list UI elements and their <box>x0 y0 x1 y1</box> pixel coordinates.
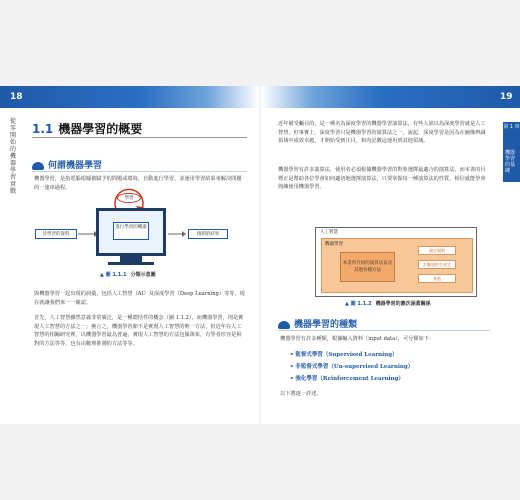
subsection-rule-right <box>278 330 490 331</box>
types-intro: 機器學習有許多種類，根據輸入資料（input data），可分類如下： <box>280 336 435 342</box>
figure-number-1-1-1: ▲ 圖 1.1.1 <box>100 272 127 278</box>
learn-bubble: 學習 <box>117 193 141 203</box>
left-page-number: 18 <box>10 92 23 102</box>
type-unsupervised: • 非監督式學習（Un-supervised Learning） <box>290 364 414 370</box>
side-item-3: 其他 <box>418 274 456 283</box>
subsection-title-left: 何謂機器學習 <box>48 161 103 171</box>
type-reinforcement: • 強化學習（Reinforcement Learning） <box>290 376 404 382</box>
bird-icon <box>278 321 290 329</box>
figure-text-1-1-1: 分類示意圖 <box>130 272 156 278</box>
figure-number-1-1-2: ▲ 圖 1.1.2 <box>345 301 372 307</box>
input-data-box: 待學習的資料 <box>35 229 77 239</box>
chapter-tab-label: 第 1 章 <box>503 124 520 130</box>
right-paragraph-2: 機器學習有許多演算法，使用者必須根據機器學習的對象選擇最適合的演算法，而本書的目標正是幫助各位學會如何適切地選擇演算法，只要掌握每一種演算法的性質，相信就能學會熟練使用機器學習。 <box>278 167 486 190</box>
right-outro: 以下將逐一詳述。 <box>280 391 322 397</box>
learning-machine-label: 進行學習的機器 <box>113 222 149 240</box>
monitor-base <box>108 262 154 265</box>
ai-label: 人工智慧 <box>320 230 338 235</box>
figure-caption-1-1-2 <box>345 300 431 307</box>
side-item-2: 計數規則生成定 <box>418 260 456 269</box>
right-page-number: 19 <box>500 92 513 102</box>
type-supervised: • 監督式學習（Supervised Learning） <box>290 352 398 358</box>
chapter-tab-subtitle: 機器學習的基礎 <box>505 150 516 174</box>
left-side-label: 從零開始的機器學習實戰 <box>10 118 17 195</box>
intro-paragraph: 機器學習，是指電腦根據被賦予的問題或環境，自動進行學習，並運用學習結果來解決問題的一連串過程。 <box>34 176 242 191</box>
section-title: 機器學習的概要 <box>58 122 143 136</box>
left-paragraph-2: 首先，人工智慧雖然意義非常廣泛，是一種總括性的概念（圖 1.1.2），而機器學習，則是實現人工智慧的方法之一；換言之，機器學習節不是實現人工智慧的唯一方法，但近年在人工智慧的相關研究裡，以機器學習最為普遍，實現人工智慧的方法包羅萬象，有學者形容是相對的方法等等，也有由數理推測的方法等等。 <box>34 315 244 347</box>
side-item-1: 規定規則 <box>418 246 456 255</box>
right-paragraph-1: 近年備受矚目的，是一種名為深度學習的機器學習演算法，有些人誤以為深度學習就是人工智慧，但事實上，深度學習只是機器學習的演算法之一，說起，深度學習是因為在圖像辨識領域中成效卓越，才開始受到注目，和內記數這運用到其他領域。 <box>278 121 486 144</box>
book-algorithms-box: 本書所介紹的演算法以及其他各種方法 <box>340 252 395 282</box>
figure-caption-1-1-1 <box>100 271 156 278</box>
output-arrowhead <box>182 231 186 237</box>
prediction-result-box: 預測的結果 <box>188 229 228 239</box>
ml-label: 機器學習 <box>325 242 343 247</box>
left-paragraph-1: 與機器學習一起出現的詞彙，包括人工智慧（AI）及深度學習（Deep Learning）等等，現在就讓我們來一一確認。 <box>34 291 245 306</box>
subsection-heading-right <box>278 317 357 330</box>
subsection-title-right: 機器學習的種類 <box>294 320 358 330</box>
figure-text-1-1-2: 機器學習的應次涵蓋關係 <box>375 301 431 307</box>
section-number: 1.1 <box>32 122 54 136</box>
